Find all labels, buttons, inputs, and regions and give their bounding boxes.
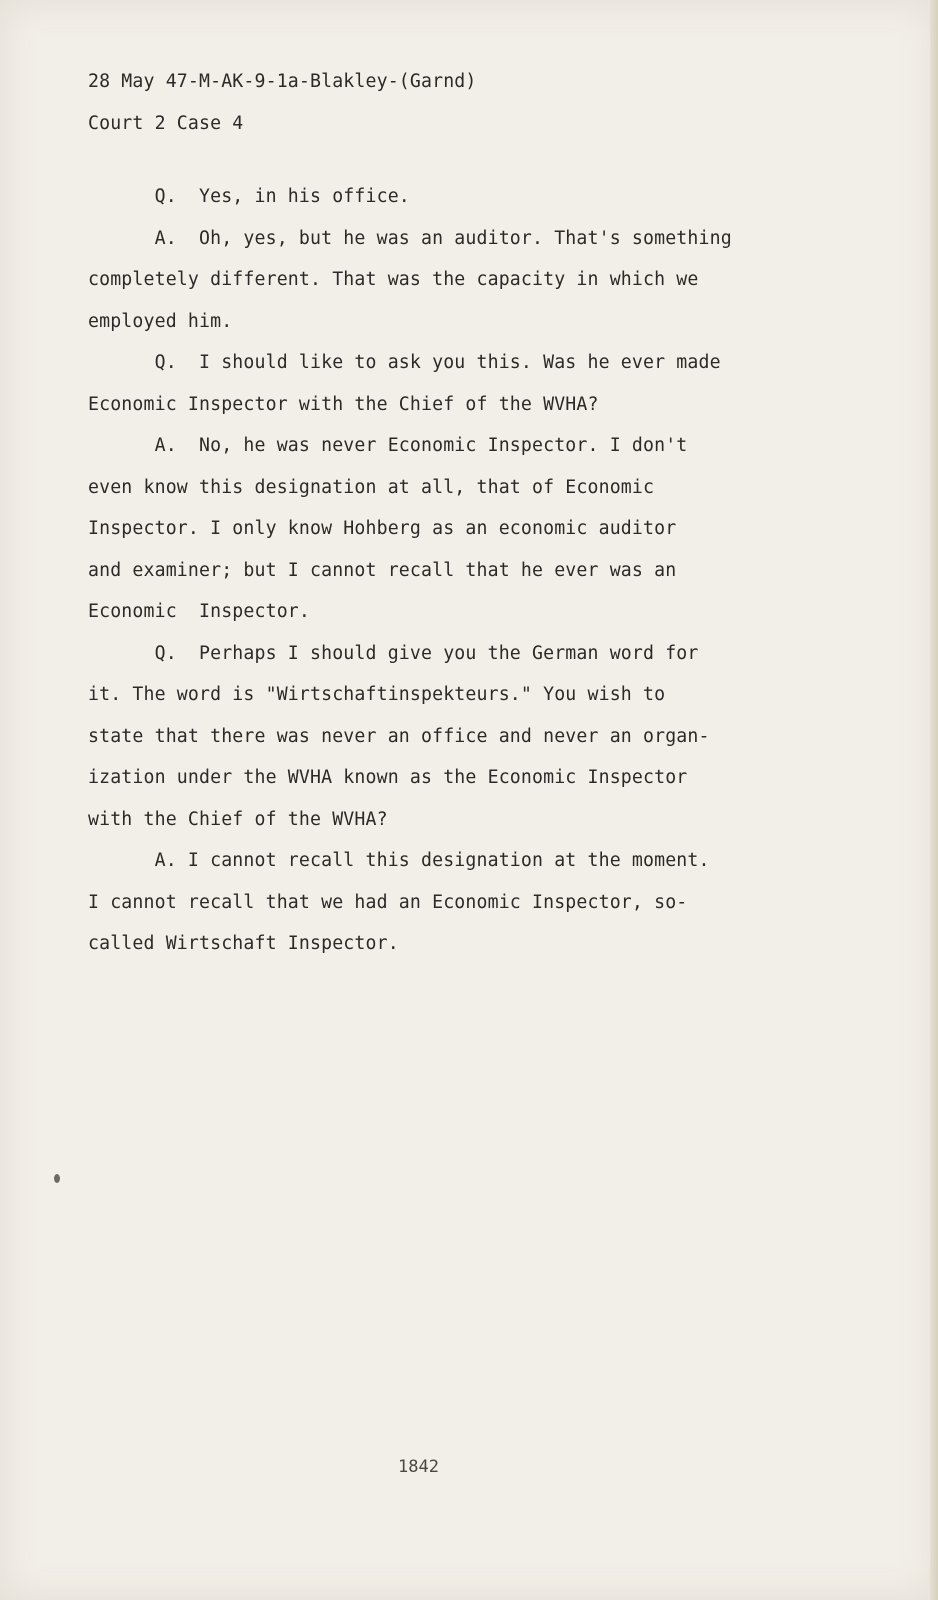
- page-edge: [930, 0, 938, 1600]
- text-line: Inspector. I only know Hohberg as an economic auditor: [88, 518, 677, 539]
- text-line: ization under the WVHA known as the Economic Inspector: [88, 767, 688, 788]
- paragraph-question: [88, 633, 808, 841]
- text-line: even know this designation at all, that of Economic: [88, 476, 655, 498]
- paragraph-answer: [88, 218, 808, 343]
- text-line: Q. Yes, in his office.: [88, 186, 410, 207]
- paragraph-question: [88, 176, 808, 218]
- text-line: A. Oh, yes, but he was an auditor. That's something: [88, 227, 732, 249]
- text-line: and examiner; but I cannot recall that he ever was an: [88, 559, 677, 581]
- header-court-line: Court 2 Case 4: [88, 113, 244, 134]
- text-line: Economic Inspector with the Chief of the WVHA?: [88, 393, 599, 415]
- text-line: A. No, he was never Economic Inspector. I don't: [88, 435, 688, 456]
- text-line: it. The word is "Wirtschaftinspekteurs." You wish to: [88, 684, 666, 705]
- text-line: I cannot recall that we had an Economic Inspector, so-: [88, 891, 688, 913]
- header-spacer: [88, 150, 808, 176]
- ink-blot: [54, 1174, 60, 1183]
- transcript-body: [88, 66, 808, 965]
- page-number: 1842: [398, 1457, 439, 1477]
- paragraph-answer: [88, 425, 808, 633]
- text-line: A. I cannot recall this designation at the moment.: [88, 850, 710, 871]
- text-line: Q. Perhaps I should give you the German word for: [88, 642, 699, 664]
- text-line: state that there was never an office and never an organ-: [88, 725, 710, 747]
- text-line: employed him.: [88, 310, 233, 332]
- text-line: completely different. That was the capacity in which we: [88, 269, 699, 290]
- paragraph-question: [88, 342, 808, 425]
- text-line: called Wirtschaft Inspector.: [88, 933, 399, 954]
- text-line: Economic Inspector.: [88, 601, 310, 622]
- text-line: Q. I should like to ask you this. Was he ever made: [88, 352, 721, 373]
- text-line: with the Chief of the WVHA?: [88, 808, 388, 830]
- paragraph-answer: [88, 840, 808, 965]
- header-reference-line: 28 May 47-M-AK-9-1a-Blakley-(Garnd): [88, 71, 477, 92]
